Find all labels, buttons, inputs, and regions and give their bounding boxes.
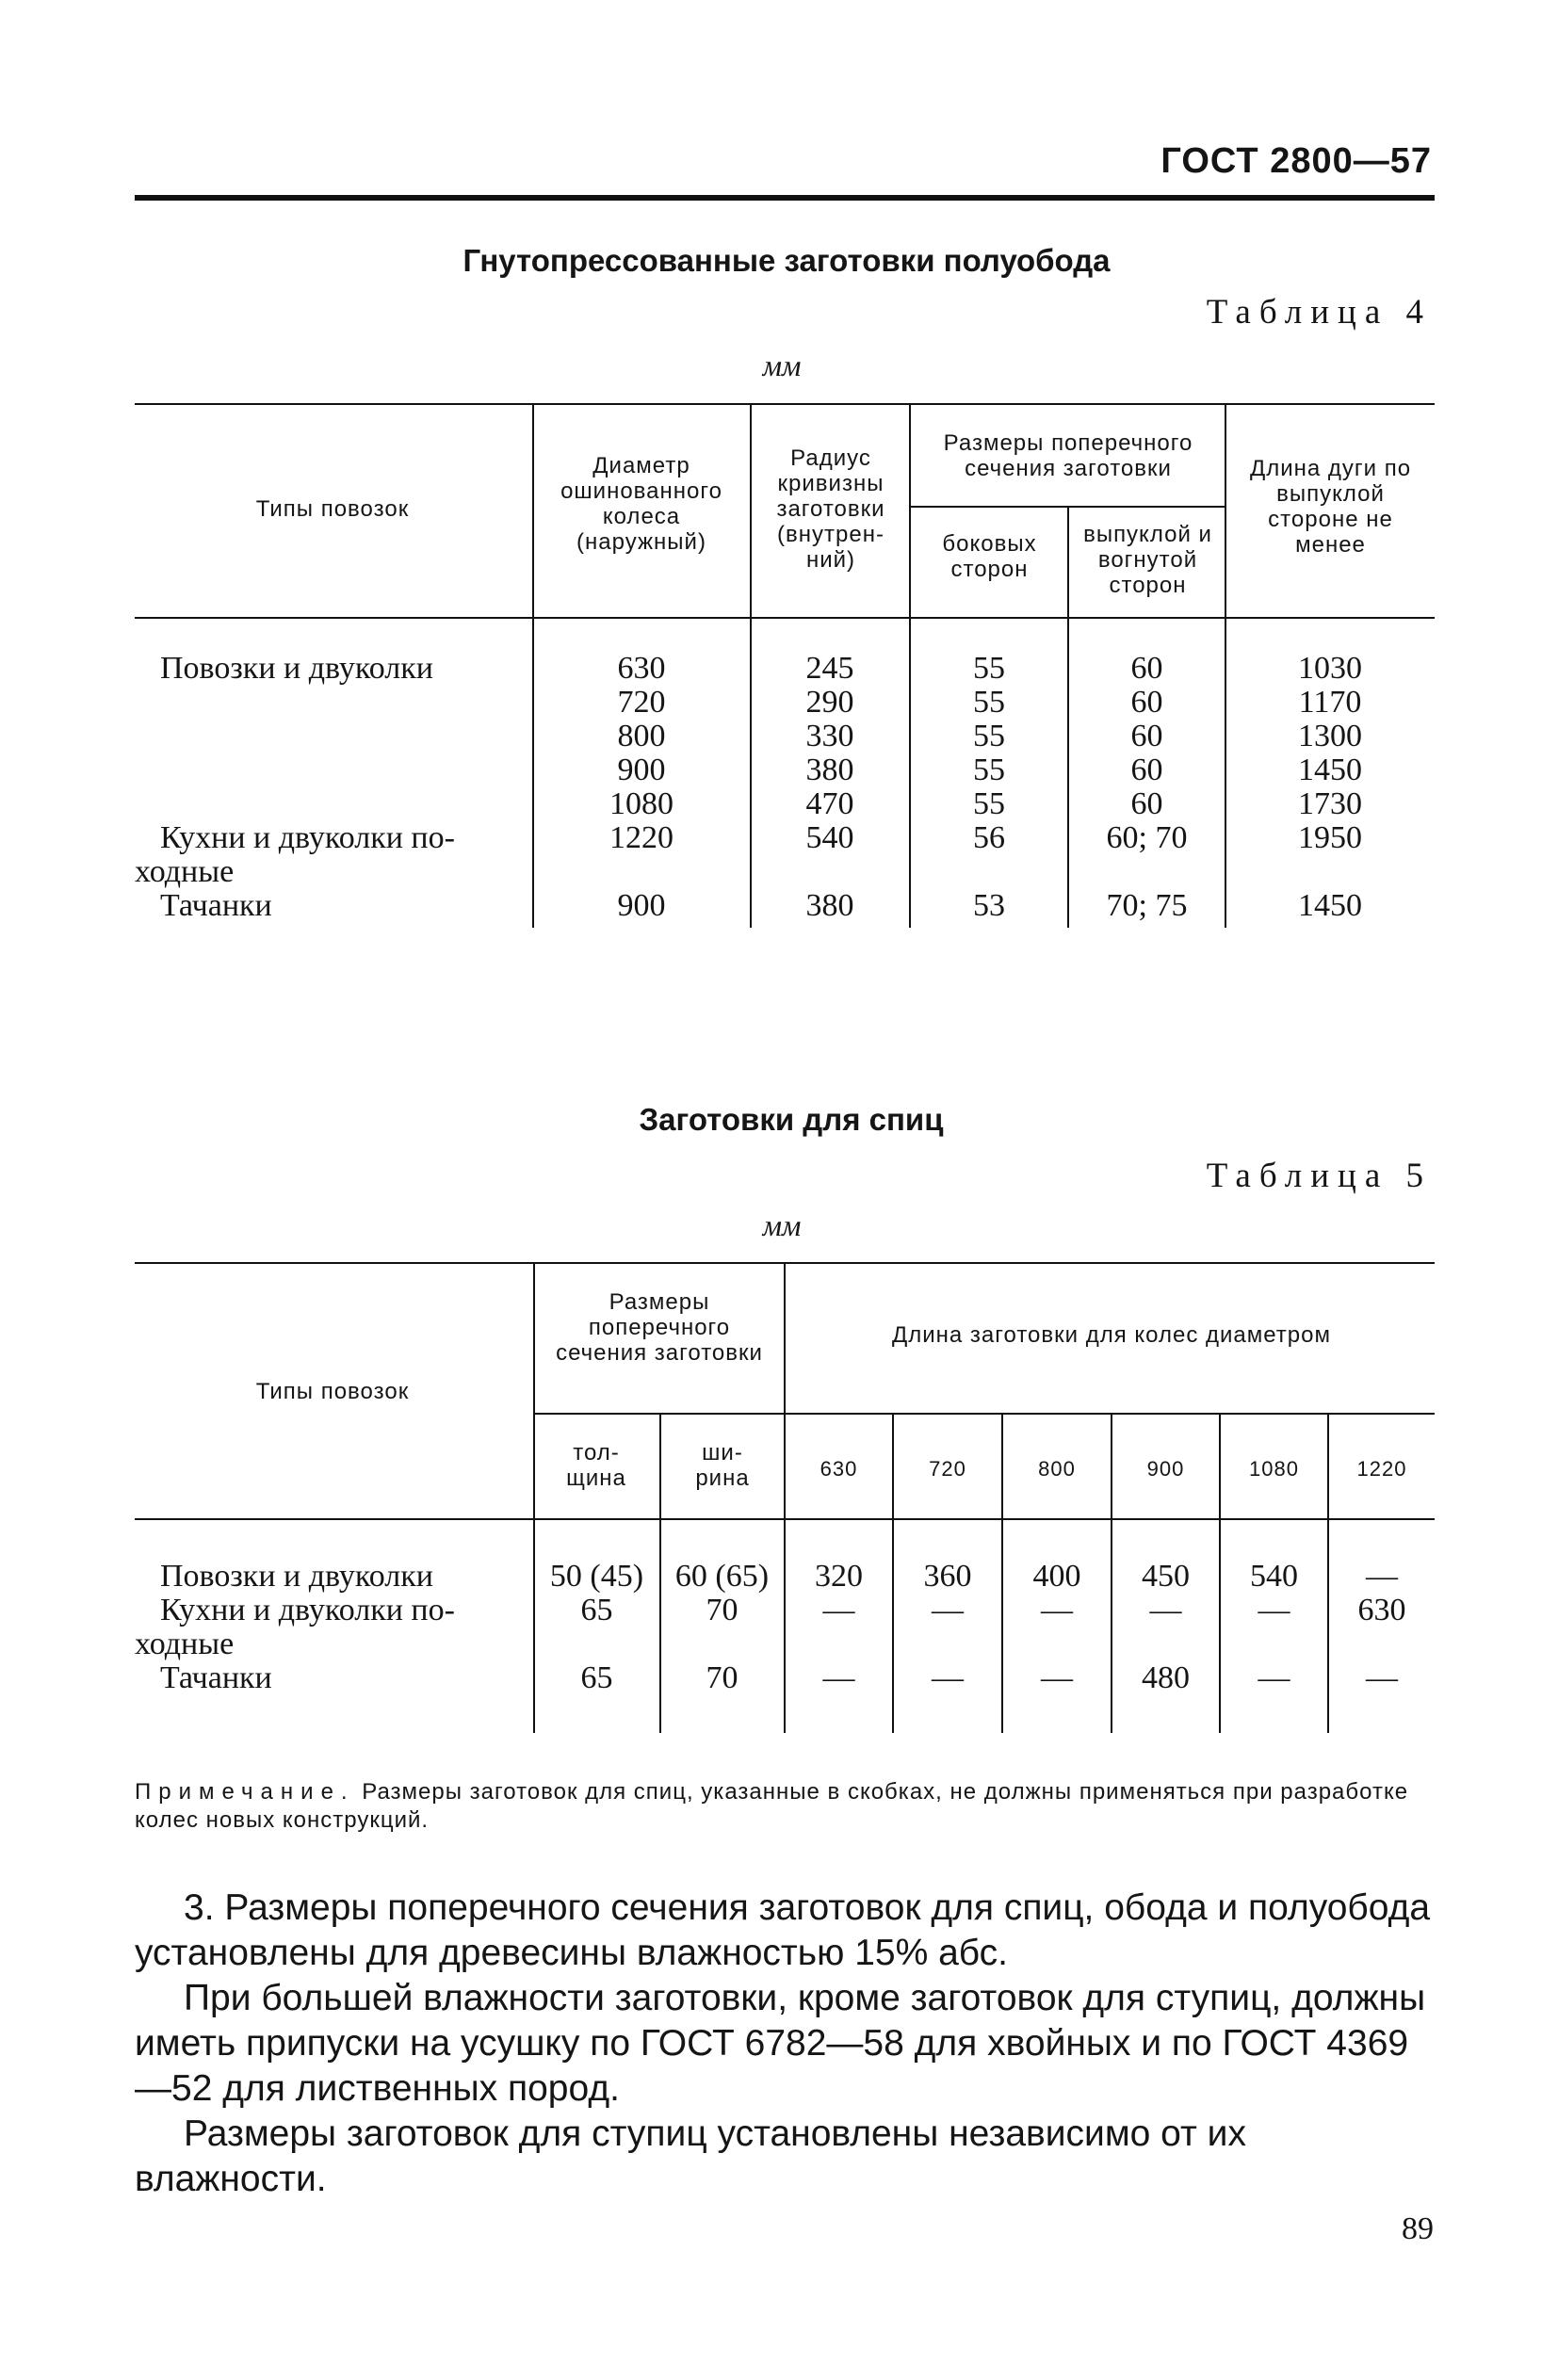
- t5-width-value: 70: [706, 1593, 738, 1627]
- t5-length-value: 480: [1142, 1660, 1190, 1695]
- table5-title: Заготовки для спиц: [639, 1102, 944, 1137]
- note-label: Примечание.: [135, 1779, 355, 1805]
- t5-header-width: ши-рина: [695, 1440, 750, 1491]
- t5-length-value: 540: [1250, 1559, 1298, 1594]
- t5-thickness-value: 65: [580, 1593, 613, 1627]
- t5-len-col-800: [1003, 1560, 1111, 1695]
- t5-length-value: —: [932, 1660, 964, 1695]
- table5-label: Таблица 5: [1206, 1157, 1432, 1195]
- t4-diameter-value: 630: [617, 651, 666, 686]
- t4-diameter-value: 1080: [609, 786, 674, 821]
- t4-convex-value: 60: [1130, 786, 1163, 821]
- t4-radius-value: 540: [805, 820, 854, 855]
- t5-length-value: —: [1366, 1559, 1398, 1594]
- t4-arc-value: 1450: [1298, 753, 1362, 787]
- t4-arc-value: 1170: [1298, 685, 1362, 720]
- t5-length-value: —: [1366, 1660, 1398, 1695]
- t5-length-value: 320: [815, 1559, 863, 1594]
- paragraph-hubs: Размеры заготовок для ступиц установлены независимо от их влажности.: [135, 2113, 1246, 2199]
- t5-header-diameter-1220: 1220: [1356, 1457, 1407, 1481]
- t4-side-value: 53: [973, 888, 1005, 923]
- t4-vline-5: [1225, 405, 1226, 928]
- t5-thickness-col: [535, 1560, 658, 1695]
- t4-convex-value: 60; 70: [1106, 820, 1188, 855]
- t4-arc-value: 1030: [1298, 651, 1362, 686]
- table5-units: мм: [762, 1208, 802, 1242]
- t4-convex-value: 60: [1130, 719, 1163, 753]
- table4-units: мм: [762, 348, 802, 382]
- t5-length-value: 360: [923, 1559, 972, 1594]
- t5-len-col-900: [1112, 1560, 1219, 1695]
- t4-head-rule: [135, 617, 1435, 619]
- t4-vline-1: [532, 405, 534, 928]
- t4-diameter-value: 1220: [609, 820, 674, 855]
- t5-width-col: [661, 1560, 783, 1695]
- t5-type-3: Тачанки: [160, 1660, 272, 1695]
- t4-header-types: Типы повозок: [255, 496, 410, 522]
- t4-header-diameter: Диаметр ошинованного колеса (наружный): [560, 453, 722, 555]
- note-text: Размеры заготовок для спиц, указанные в скобках, не должны применяться при разработке колес новых конструкций.: [135, 1779, 1409, 1833]
- t4-radius-value: 380: [805, 888, 854, 923]
- t4-type-3: Тачанки: [160, 888, 272, 923]
- t5-length-value: 450: [1142, 1559, 1190, 1594]
- t5-len-col-1220: [1329, 1560, 1435, 1695]
- t5-len-col-1080: [1221, 1560, 1327, 1695]
- t4-convex-col: [1070, 652, 1224, 923]
- t4-vline-2: [750, 405, 752, 928]
- t4-side-value: 55: [973, 753, 1005, 787]
- t4-type-2-line2: ходные: [135, 854, 235, 889]
- table4-title: Гнутопрессованные заготовки полуобода: [463, 243, 1111, 278]
- t4-type-1: Повозки и двуколки: [160, 651, 433, 686]
- paragraph-shrinkage: При большей влажности заготовки, кроме заготовок для ступиц, должны иметь припуски на усушку по ГОСТ 6782—58 для хвойных и по ГОСТ 4369—52 для лиственных пород.: [135, 1978, 1426, 2109]
- t4-header-side: боковых сторон: [942, 531, 1037, 582]
- t4-header-cross-section: Размеры поперечного сечения заготовки: [943, 430, 1193, 481]
- header-rule: [135, 195, 1435, 201]
- t4-header-arc: Длина дуги по выпуклой стороне не менее: [1249, 456, 1412, 558]
- t4-side-value: 55: [973, 786, 1005, 821]
- t5-len-col-720: [894, 1560, 1001, 1695]
- t5-length-value: —: [1041, 1660, 1073, 1695]
- table5-note: [135, 1778, 1435, 1835]
- t5-type-1: Повозки и двуколки: [160, 1559, 433, 1594]
- t4-diameter-1: [535, 652, 748, 923]
- t5-thickness-value: 65: [580, 1660, 613, 1695]
- t4-diameter-value: 800: [617, 719, 666, 753]
- t4-convex-value: 60: [1130, 685, 1163, 720]
- t5-header-diameter-800: 800: [1038, 1457, 1076, 1481]
- t4-top-rule: [135, 403, 1435, 405]
- page-number: 89: [1402, 2211, 1434, 2246]
- t4-radius-value: 290: [805, 685, 854, 720]
- t5-header-types: Типы повозок: [255, 1379, 410, 1404]
- t4-radius-value: 330: [805, 719, 854, 753]
- t5-width-value: 70: [706, 1660, 738, 1695]
- t4-side-col: [912, 652, 1066, 923]
- t4-side-value: 55: [973, 685, 1005, 720]
- t4-diameter-value: 900: [617, 753, 666, 787]
- t5-width-value: 60 (65): [674, 1559, 770, 1594]
- t5-header-cross-section: Размеры поперечного сечения заготовки: [556, 1289, 763, 1366]
- paragraph-3: 3. Размеры поперечного сечения заготовок для спиц, обода и полуобода установлены для древесины влажностью 15% абс.: [135, 1887, 1431, 1973]
- t4-side-value: 56: [973, 820, 1005, 855]
- t4-radius-value: 380: [805, 753, 854, 787]
- t4-convex-value: 60: [1130, 753, 1163, 787]
- t4-convex-value: 70; 75: [1106, 888, 1188, 923]
- t5-length-value: —: [822, 1593, 855, 1627]
- t5-length-value: —: [1258, 1660, 1290, 1695]
- t4-radius-value: 245: [805, 651, 854, 686]
- t4-diameter-value: 900: [617, 888, 666, 923]
- t4-header-convex: выпуклой и вогнутой сторон: [1083, 522, 1212, 598]
- t5-header-diameter-630: 630: [820, 1457, 858, 1481]
- t4-arc-value: 1730: [1298, 786, 1362, 821]
- standard-header: ГОСТ 2800—57: [1160, 141, 1432, 181]
- t5-type-2-line1: Кухни и двуколки по-: [160, 1593, 455, 1627]
- t5-header-diameter-900: 900: [1146, 1457, 1185, 1481]
- t4-header-radius: Радиус кривизны заготовки (внутрен-ний): [776, 445, 885, 573]
- t4-arc-value: 1300: [1298, 719, 1362, 753]
- t4-side-value: 55: [973, 719, 1005, 753]
- t4-convex-value: 60: [1130, 651, 1163, 686]
- t4-type-2-line1: Кухни и двуколки по-: [160, 820, 455, 855]
- t4-side-value: 55: [973, 651, 1005, 686]
- t5-length-value: 630: [1357, 1593, 1406, 1627]
- t5-header-thickness: тол-щина: [566, 1440, 626, 1491]
- t5-sub-rule: [535, 1413, 1435, 1415]
- t5-thickness-value: 50 (45): [549, 1559, 644, 1594]
- t4-radius-col: [753, 652, 907, 923]
- t5-length-value: —: [1149, 1593, 1182, 1627]
- t5-header-diameter-1080: 1080: [1249, 1457, 1299, 1481]
- t5-length-value: —: [1258, 1593, 1290, 1627]
- table4-label: Таблица 4: [1206, 293, 1432, 332]
- t5-length-value: —: [1041, 1593, 1073, 1627]
- t5-header-length: Длина заготовки для колес диаметром: [891, 1322, 1331, 1348]
- t5-length-value: —: [822, 1660, 855, 1695]
- t4-arc-value: 1950: [1298, 820, 1362, 855]
- t5-type-2-line2: ходные: [135, 1627, 235, 1661]
- t5-length-value: 400: [1032, 1559, 1081, 1594]
- t4-vline-3: [909, 405, 911, 928]
- t4-diameter-value: 720: [617, 685, 666, 720]
- t4-arc-col: [1227, 652, 1433, 923]
- t4-arc-value: 1450: [1298, 888, 1362, 923]
- t5-header-diameter-720: 720: [929, 1457, 966, 1481]
- t4-radius-value: 470: [805, 786, 854, 821]
- t5-length-value: —: [932, 1593, 964, 1627]
- t4-vline-4: [1067, 507, 1069, 928]
- t5-len-col-630: [786, 1560, 892, 1695]
